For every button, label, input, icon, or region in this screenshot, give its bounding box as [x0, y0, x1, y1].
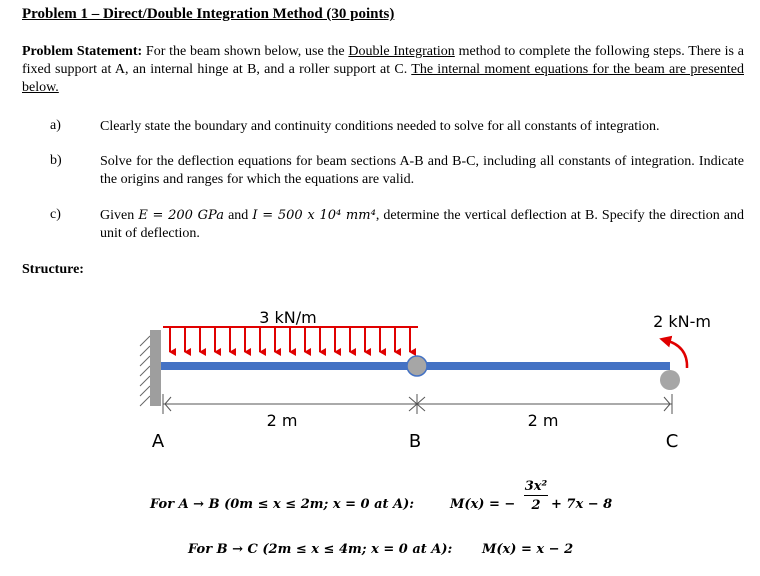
roller-c [660, 370, 680, 390]
point-a-label: A [151, 431, 165, 452]
statement-text-a: For the beam shown below, use the [142, 44, 349, 59]
problem-title: Problem 1 – Direct/Double Integration Method (30 points) [22, 6, 395, 22]
hinge-b [407, 356, 427, 376]
given-e: E = 200 GPa [138, 208, 224, 223]
point-b-label: B [408, 431, 422, 452]
distributed-load [163, 327, 418, 352]
fixed-support-hatch [140, 336, 150, 406]
equation-ab-rest: + 7x − 8 [551, 497, 613, 512]
statement-label: Problem Statement: [22, 44, 143, 59]
step-a-label: a) [50, 118, 61, 133]
given-i: I = 500 x 10⁴ mm⁴ [252, 208, 376, 223]
equation-ab-denominator: 2 [531, 498, 541, 513]
step-b-label: b) [50, 153, 62, 168]
step-b-text: Solve for the deflection equations for beam sections A-B and B-C, including all constants of integration. Indicate the origins and ranges for which the equations are valid. [100, 154, 744, 187]
statement-underlined: The internal moment equations for the beam are presented below. [22, 62, 744, 95]
statement-method: Double Integration [348, 44, 455, 59]
beam-ab [161, 362, 417, 370]
statement-text-b: method to complete the following steps. There is a fixed support at A, an internal hinge at B, and a roller support at C. [22, 44, 745, 77]
step-c-text-b: and [223, 208, 253, 223]
step-c-text-c: , determine the vertical deflection at B. Specify the direction and unit of deflection. [100, 208, 745, 241]
dimension-lines [163, 394, 672, 414]
beam-bc [425, 362, 670, 370]
equation-ab-lhs: For A → B (0m ≤ x ≤ 2m; x = 0 at A): [150, 497, 415, 512]
step-a-text: Clearly state the boundary and continuity conditions needed to solve for all constants of integration. [100, 119, 660, 134]
moment-label: 2 kN-m [653, 312, 711, 331]
equation-ab-numerator: 3x² [524, 479, 548, 494]
step-c-text-a: Given [100, 208, 139, 223]
equation-bc-rhs: M(x) = x − 2 [482, 542, 574, 557]
equation-bc-lhs: For B → C (2m ≤ x ≤ 4m; x = 0 at A): [188, 542, 453, 557]
dimension-ab: 2 m [266, 411, 298, 430]
step-c-label: c) [50, 207, 61, 222]
load-label: 3 kN/m [259, 308, 317, 327]
point-c-label: C [665, 431, 679, 452]
structure-label: Structure: [22, 262, 84, 277]
equation-ab-m: M(x) = − [450, 497, 516, 512]
dimension-bc: 2 m [527, 411, 559, 430]
fixed-support-a [150, 330, 161, 406]
